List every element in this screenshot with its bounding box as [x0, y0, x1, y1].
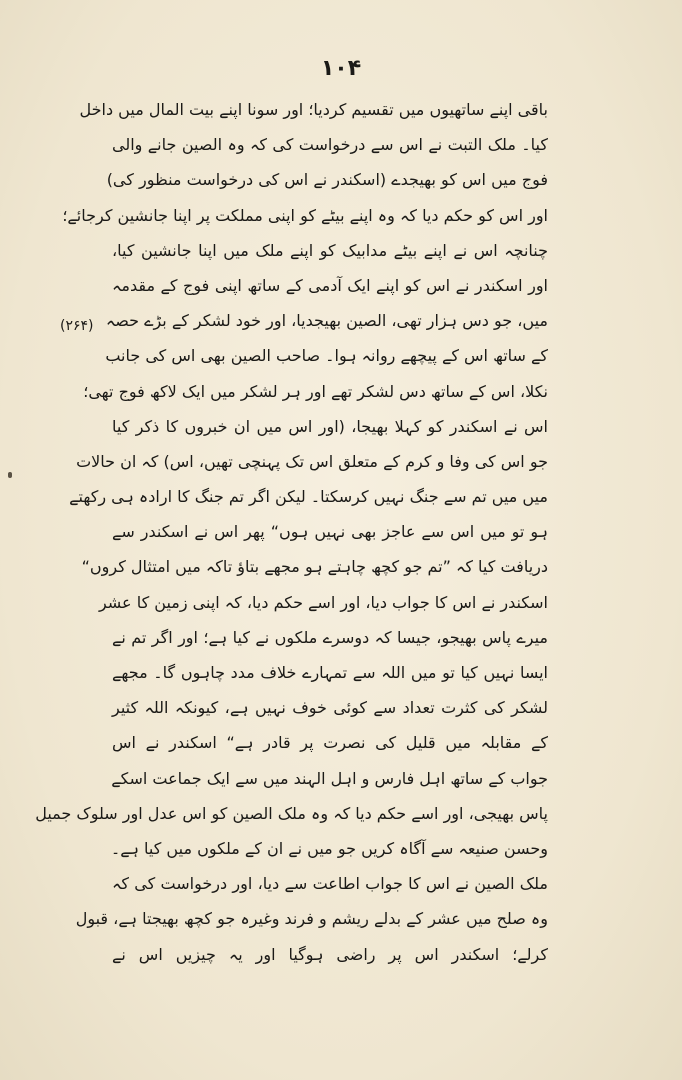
scan-speck [8, 472, 12, 478]
text-line: جو اس کی وفا و کرم کے متعلق اس تک پہنچی تھیں، اس) کہ ان حالات [76, 451, 548, 471]
text-line: ہو تو میں اس سے عاجز بھی نہیں ہوں“ پھر اس نے اسکندر سے [112, 522, 548, 542]
text-line: ایسا نہیں کیا تو میں اللہ سے تمہارے خلاف مدد چاہوں گا۔ مجھے [112, 663, 548, 682]
text-line: دریافت کیا کہ ”تم جو کچھ چاہتے ہو مجھے بتاؤ تاکہ میں امتثال کروں“ [81, 557, 548, 577]
page-number: ۱۰۴ [320, 56, 362, 81]
text-line: ملک الصین نے اس کا جواب اطاعت سے دیا، اور درخواست کی کہ [112, 874, 548, 894]
text-line: میں میں تم سے جنگ نہیں کرسکتا۔ لیکن اگر تم جنگ کا ارادہ ہی رکھتے [69, 487, 548, 507]
text-line: میں، جو دس ہزار تھی، الصین بھیجدیا، اور خود لشکر کے بڑے حصہ [105, 311, 548, 331]
text-line: کیا۔ ملک التبت نے اس سے درخواست کی کہ وہ الصین جانے والی [112, 135, 548, 155]
text-line: اسکندر نے اس کا جواب دیا، اور اسے حکم دیا، کہ اپنی زمین کا عشر [98, 592, 548, 612]
text-line: کرلے؛ اسکندر اس پر راضی ہوگیا اور یہ چیزیں اس نے [112, 944, 548, 964]
text-line: میرے پاس بھیجو، جیسا کہ دوسرے ملکوں نے کیا ہے؛ اور اگر تم نے [112, 627, 548, 647]
text-line: چنانچہ اس نے اپنے بیٹے مدابیک کو اپنے ملک میں اپنا جانشین کیا، [112, 240, 548, 260]
text-line: جواب کے ساتھ اہل فارس و اہل الہند میں سے ایک جماعت اسکے [111, 768, 548, 788]
text-line: اور اس کو حکم دیا کہ وہ اپنے بیٹے کو اپنی مملکت پر اپنا جانشین کرجائے؛ [62, 205, 548, 225]
text-line: لشکر کی کثرت تعداد سے کوئی خوف نہیں ہے، کیونکہ اللہ کثیر [112, 698, 548, 718]
text-line: نکلا، اس کے ساتھ دس لشکر تھے اور ہر لشکر میں ایک لاکھ فوج تھی؛ [83, 381, 548, 401]
text-line: کے ساتھ اس کے پیچھے روانہ ہوا۔ صاحب الصین بھی اس کی جانب [105, 346, 548, 366]
text-line: وحسن صنیعہ سے آگاہ کریں جو میں نے ان کے ملکوں میں کیا ہے۔ [110, 838, 548, 858]
text-line: فوج میں اس کو بھیجدے (اسکندر نے اس کی درخواست منظور کی) [106, 170, 548, 190]
text-line: باقی اپنے ساتھیوں میں تقسیم کردیا؛ اور سونا اپنے بیت المال میں داخل [79, 100, 548, 119]
text-line: اس نے اسکندر کو کہلا بھیجا، (اور اس میں ان خبروں کا ذکر کیا [112, 416, 548, 436]
text-line: پاس بھیجی، اور اسے حکم دیا کہ وہ ملک الصین کو اس عدل اور سلوک جمیل [35, 803, 548, 823]
margin-note: (۲۶۴) [60, 318, 94, 334]
text-line: کے مقابلہ میں قلیل کی نصرت پر قادر ہے“ اسکندر نے اس [112, 733, 548, 753]
text-line: اور اسکندر نے اس کو اپنے ایک آدمی کے ساتھ اپنی فوج کے مقدمہ [112, 275, 548, 295]
text-line: وہ صلح میں عشر کے بدلے ریشم و فرند وغیرہ جو کچھ بھیجتا ہے، قبول [75, 909, 548, 929]
